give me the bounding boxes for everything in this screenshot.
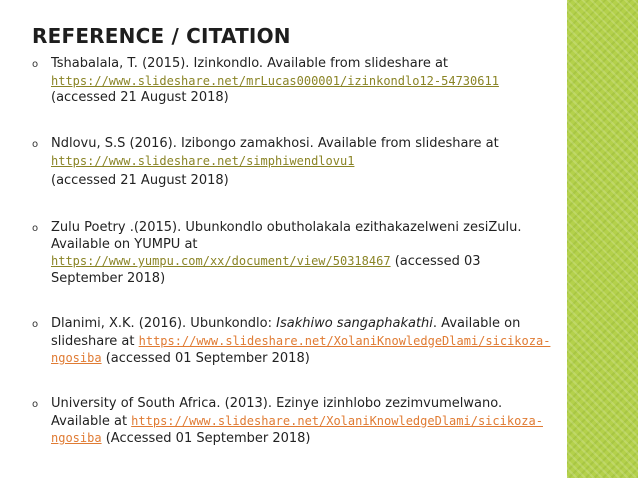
- reference-text: [51, 136, 541, 190]
- reference-line: (accessed 21 August 2018): [51, 173, 229, 188]
- reference-text: [51, 316, 551, 368]
- reference-access-date: (accessed 03: [390, 254, 481, 269]
- reference-source: Available at: [51, 413, 132, 429]
- bullet-marker-icon: o: [32, 399, 39, 410]
- reference-link[interactable]: https://www.slideshare.net/XolaniKnowledgeDlami/sicikoza-: [131, 413, 543, 428]
- reference-link-continued[interactable]: ngosiba: [51, 431, 102, 445]
- reference-access-date: (accessed 01 September 2018): [101, 351, 310, 366]
- reference-link[interactable]: https://www.yumpu.com/xx/document/view/50318467: [51, 254, 391, 268]
- reference-link[interactable]: https://www.slideshare.net/simphiwendlovu1: [51, 153, 355, 168]
- reference-line: [51, 253, 541, 271]
- reference-line: [51, 413, 541, 431]
- reference-line: Tshabalala, T. (2015). Izinkondlo. Available from slideshare at: [51, 56, 449, 71]
- bullet-marker-icon: o: [32, 59, 39, 70]
- reference-line: [51, 316, 541, 333]
- reference-link-continued[interactable]: ngosiba: [51, 351, 102, 365]
- reference-link[interactable]: https://www.slideshare.net/mrLucas000001/izinkondlo12-54730611: [51, 73, 499, 88]
- decorative-side-band: [567, 0, 638, 478]
- reference-line: Zulu Poetry .(2015). Ubunkondlo obutholakala ezithakazelweni zesiZulu.: [51, 220, 522, 235]
- reference-line: Ndlovu, S.S (2016). Izibongo zamakhosi. Available from slideshare at: [51, 136, 499, 151]
- reference-italic-title: Isakhiwo sangaphakathi: [276, 316, 433, 331]
- reference-line: (accessed 21 August 2018): [51, 90, 229, 105]
- reference-line: University of South Africa. (2013). Ezinye izinhlobo zezimvumelwano.: [51, 396, 503, 411]
- reference-line: Available on YUMPU at: [51, 236, 198, 252]
- reference-author: Dlanimi, X.K. (2016). Ubunkondlo:: [51, 316, 277, 331]
- reference-source: . Available on: [432, 316, 521, 331]
- reference-access-date: (Accessed 01 September 2018): [101, 431, 311, 446]
- reference-text: [51, 56, 541, 107]
- reference-link[interactable]: https://www.slideshare.net/XolaniKnowledgeDlami/sicikoza-: [138, 333, 551, 348]
- bullet-marker-icon: o: [32, 223, 39, 234]
- reference-source: slideshare at: [51, 333, 139, 349]
- reference-line: September 2018): [51, 270, 166, 286]
- reference-line: [51, 430, 541, 448]
- bullet-marker-icon: o: [32, 319, 39, 330]
- reference-text: [51, 220, 541, 287]
- bullet-marker-icon: o: [32, 139, 39, 150]
- reference-line: [51, 350, 541, 368]
- reference-line: [51, 333, 551, 351]
- reference-text: [51, 396, 541, 448]
- slide-title: REFERENCE / CITATION: [32, 24, 291, 48]
